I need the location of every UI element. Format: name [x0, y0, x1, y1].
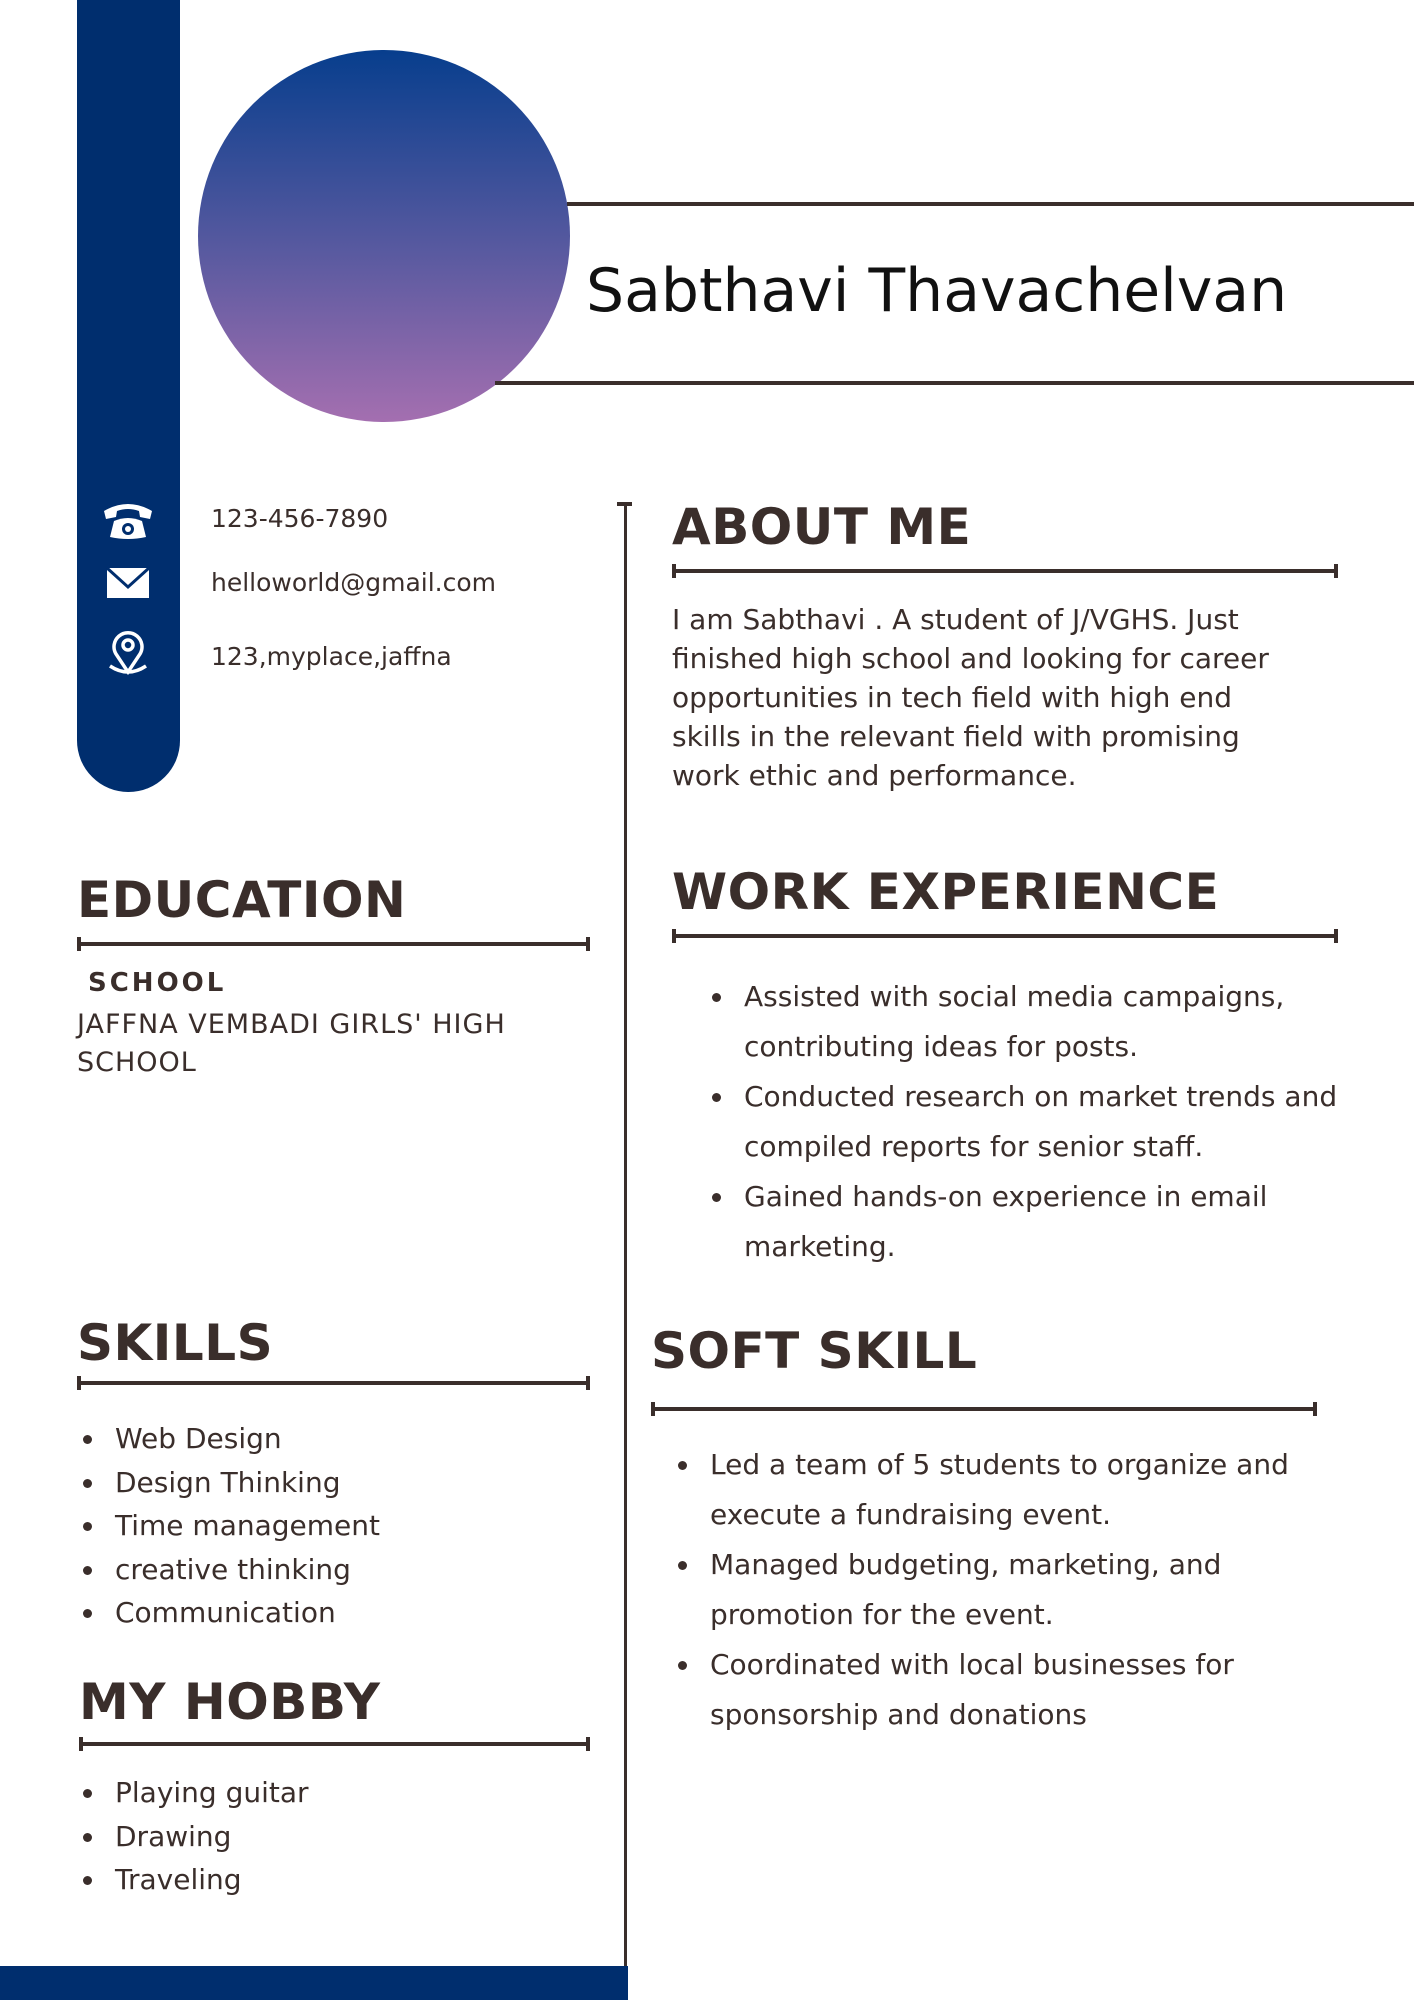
list-item: Drawing	[77, 1815, 577, 1859]
list-item: Traveling	[77, 1858, 577, 1902]
education-heading: EDUCATION	[77, 871, 407, 929]
work-item-line: Conducted research on market trends and	[744, 1080, 1338, 1113]
hobby-rule	[79, 1742, 590, 1746]
list-item: creative thinking	[77, 1548, 577, 1592]
soft-skill-rule	[651, 1407, 1317, 1411]
about-text	[672, 600, 1372, 795]
soft-skill-heading: SOFT SKILL	[651, 1322, 978, 1380]
soft-skill-line: execute a fundraising event.	[710, 1498, 1111, 1531]
list-item	[706, 972, 1406, 1072]
soft-skill-line: Led a team of 5 students to organize and	[710, 1448, 1289, 1481]
column-divider	[624, 504, 627, 2000]
soft-skill-line: Managed budgeting, marketing, and	[710, 1548, 1222, 1581]
list-item	[672, 1540, 1392, 1640]
skills-rule	[77, 1381, 590, 1385]
list-item	[706, 1172, 1406, 1272]
hobby-heading: MY HOBBY	[79, 1673, 381, 1731]
footer-accent-bar	[0, 1966, 628, 2000]
soft-skill-line: sponsorship and donations	[710, 1698, 1087, 1731]
skills-heading: SKILLS	[77, 1314, 274, 1372]
about-line: skills in the relevant field with promising	[672, 720, 1240, 753]
list-item	[672, 1440, 1392, 1540]
school-name	[77, 1006, 597, 1082]
soft-skill-list	[672, 1440, 1392, 1740]
work-heading: WORK EXPERIENCE	[672, 863, 1220, 921]
profile-photo-placeholder	[198, 50, 570, 422]
school-label: SCHOOL	[88, 968, 227, 998]
about-line: opportunities in tech field with high end	[672, 681, 1233, 714]
work-rule	[672, 934, 1338, 938]
name-bottom-rule	[495, 381, 1414, 385]
email-address: helloworld@gmail.com	[211, 568, 497, 597]
work-item-line: contributing ideas for posts.	[744, 1030, 1139, 1063]
mail-icon	[100, 559, 156, 609]
work-item-line: Assisted with social media campaigns,	[744, 980, 1285, 1013]
phone-icon	[100, 495, 156, 545]
about-line: work ethic and performance.	[672, 759, 1077, 792]
about-rule	[672, 569, 1338, 573]
phone-number: 123-456-7890	[211, 504, 389, 533]
list-item: Playing guitar	[77, 1771, 577, 1815]
location-pin-icon	[100, 628, 156, 678]
soft-skill-line: Coordinated with local businesses for	[710, 1648, 1234, 1681]
work-list	[706, 972, 1406, 1272]
work-item-line: Gained hands-on experience in email	[744, 1180, 1268, 1213]
list-item: Web Design	[77, 1417, 577, 1461]
school-name-line: SCHOOL	[77, 1047, 197, 1078]
hobby-list	[77, 1771, 577, 1902]
list-item: Time management	[77, 1504, 577, 1548]
list-item: Design Thinking	[77, 1461, 577, 1505]
soft-skill-line: promotion for the event.	[710, 1598, 1054, 1631]
skills-list	[77, 1417, 577, 1635]
about-heading: ABOUT ME	[672, 498, 972, 556]
candidate-name: Sabthavi Thavachelvan	[586, 256, 1288, 326]
work-item-line: marketing.	[744, 1230, 896, 1263]
name-top-rule	[567, 202, 1414, 206]
about-line: I am Sabthavi . A student of J/VGHS. Just	[672, 603, 1239, 636]
address: 123,myplace,jaffna	[211, 642, 452, 671]
work-item-line: compiled reports for senior staff.	[744, 1130, 1204, 1163]
list-item	[706, 1072, 1406, 1172]
list-item	[672, 1640, 1392, 1740]
about-line: finished high school and looking for career	[672, 642, 1269, 675]
list-item: Communication	[77, 1591, 577, 1635]
education-rule	[77, 942, 590, 946]
school-name-line: JAFFNA VEMBADI GIRLS' HIGH	[77, 1009, 506, 1040]
